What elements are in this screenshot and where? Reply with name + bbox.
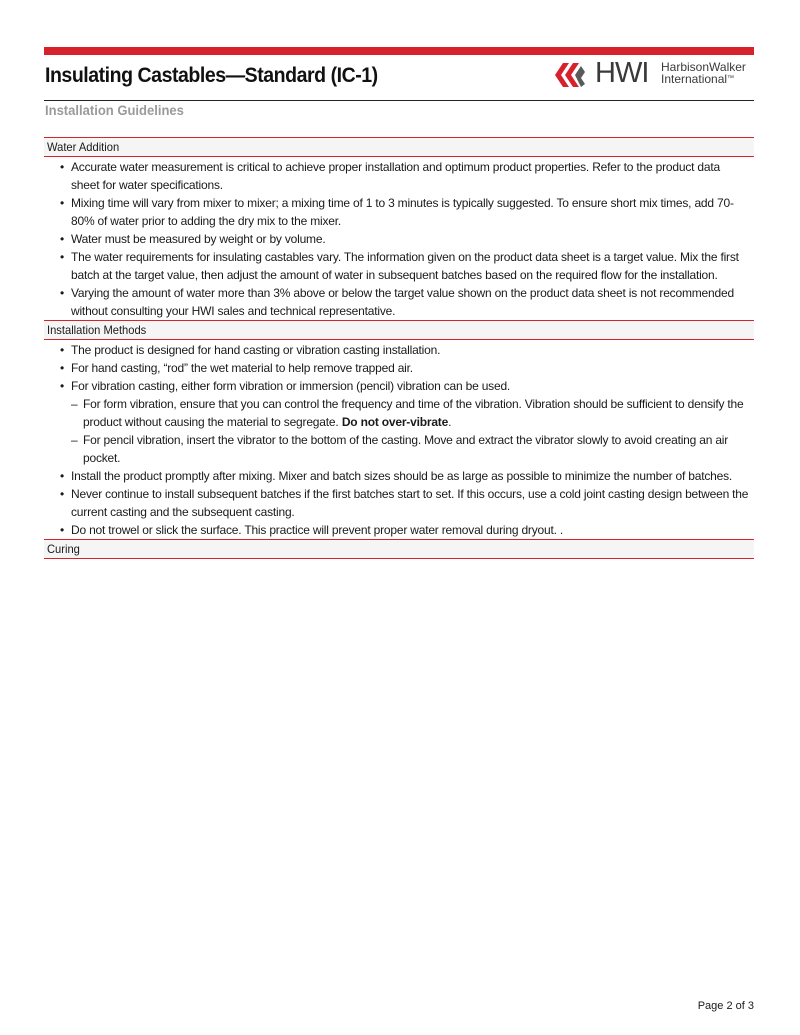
company-logo: [553, 57, 758, 90]
list-item: • The water requirements for insulating castables vary. The information given on the product data sheet is a target value. Mix the first batch at the target value, then adjust the amount of water in subsequent batches based on the required flow for the installation.: [44, 248, 754, 284]
list-item: • Never continue to install subsequent batches if the first batches start to set. If this occurs, use a cold joint casting design between the current casting and the subsequent casting.: [44, 485, 754, 521]
logo-company-name: [661, 61, 746, 85]
guidelines-content: [44, 137, 754, 559]
logo-line-1: HarbisonWalker: [661, 60, 746, 74]
title-divider: [44, 100, 754, 101]
list-item: • The product is designed for hand casting or vibration casting installation.: [44, 341, 754, 359]
page-number: Page 2 of 3: [697, 1000, 754, 1012]
list-item: • Install the product promptly after mixing. Mixer and batch sizes should be as large as possible to minimize the number of batches.: [44, 467, 754, 485]
list-item: • Varying the amount of water more than 3% above or below the target value shown on the product data sheet is not recommended without consulting your HWI sales and technical representative.: [44, 284, 754, 320]
section-heading-water-addition: Water Addition: [44, 137, 754, 157]
installation-methods-list: [44, 340, 754, 539]
list-item: • Mixing time will vary from mixer to mixer; a mixing time of 1 to 3 minutes is typically suggested. To ensure short mix times, add 70-80% of water prior to adding the dry mix to the mixer.: [44, 194, 754, 230]
section-heading-curing: Curing: [44, 539, 754, 559]
section-heading-installation-methods: Installation Methods: [44, 320, 754, 340]
water-addition-list: [44, 157, 754, 320]
logo-wordmark: HWI: [595, 57, 649, 89]
top-accent-bar: [44, 47, 754, 55]
list-item: • Accurate water measurement is critical to achieve proper installation and optimum product properties. Refer to the product data sheet for water specifications.: [44, 158, 754, 194]
document-title: Insulating Castables—Standard (IC-1): [45, 64, 378, 87]
list-item: • Water must be measured by weight or by volume.: [44, 230, 754, 248]
document-subtitle: Installation Guidelines: [45, 102, 184, 118]
emphasis-text: Do not over-vibrate: [341, 415, 449, 429]
sub-list-item: – For form vibration, ensure that you can control the frequency and time of the vibration. Vibration should be sufficient to densify the product without causing the material to segregate. Do not over-vibrate.: [44, 395, 754, 431]
logo-line-2: International: [661, 72, 728, 86]
hwi-logo-icon: [553, 60, 589, 90]
sub-list-item: – For pencil vibration, insert the vibrator to the bottom of the casting. Move and extract the vibrator slowly to avoid creating an air pocket.: [44, 431, 754, 467]
list-item: • For hand casting, “rod” the wet material to help remove trapped air.: [44, 359, 754, 377]
list-item: • For vibration casting, either form vibration or immersion (pencil) vibration can be used.: [44, 377, 754, 395]
logo-trademark: ™: [727, 75, 735, 82]
list-item: • Do not trowel or slick the surface. This practice will prevent proper water removal during dryout. .: [44, 521, 754, 539]
